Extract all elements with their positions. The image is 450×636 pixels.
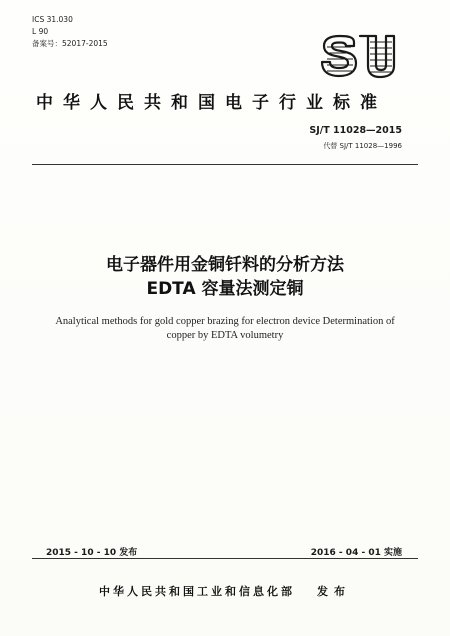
issue-date: 2015 - 10 - 10 发布 <box>46 548 138 558</box>
title-english-line-2: copper by EDTA volumetry <box>166 330 284 341</box>
header-divider <box>32 164 418 165</box>
effective-date: 2016 - 04 - 01 实施 <box>310 548 402 558</box>
replaces-standard: 代替 SJ/T 11028—1996 <box>323 142 402 150</box>
title-chinese-line-2: EDTA 容量法测定铜 <box>146 279 304 299</box>
issuer-line <box>0 583 450 599</box>
ics-code: ICS 31.030 <box>32 15 73 24</box>
classification-meta <box>32 14 108 50</box>
record-number: 备案号：52017-2015 <box>32 39 108 48</box>
title-chinese-line-1: 电子器件用金铜钎料的分析方法 <box>106 255 344 275</box>
class-code: L 90 <box>32 27 49 36</box>
issuing-standard-category: 中华人民共和国电子行业标准 <box>36 93 387 113</box>
sj-logo <box>318 34 400 80</box>
issuer-organization: 中华人民共和国工业和信息化部 <box>99 585 295 598</box>
footer-divider <box>32 558 418 559</box>
standard-number: SJ/T 11028—2015 <box>309 125 402 136</box>
issue-action: 发布 <box>317 585 351 598</box>
title-english-line-1: Analytical methods for gold copper brazing for electron device Determination of <box>55 316 395 327</box>
